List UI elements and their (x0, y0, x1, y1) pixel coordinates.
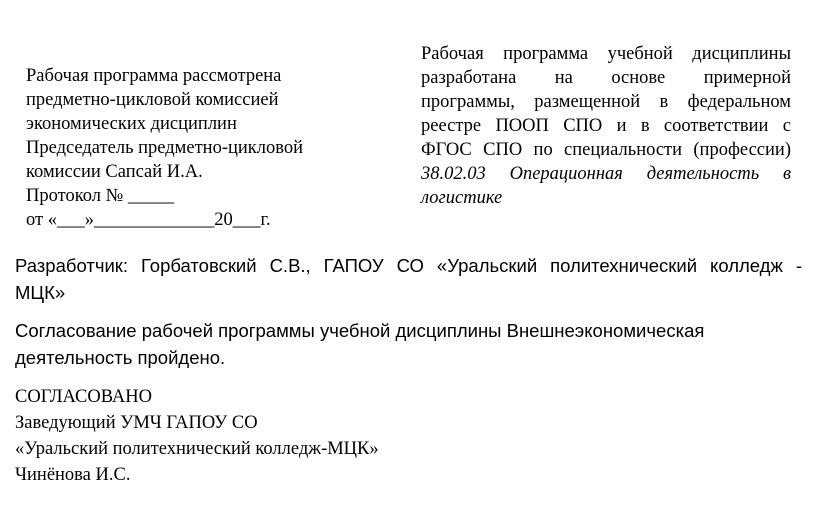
signatory-organization: «Уральский политехнический колледж-МЦК» (15, 439, 379, 459)
developer-line: Разработчик: Горбатовский С.В., ГАПОУ СО «Уральский политехнический колледж - (15, 255, 802, 276)
basis-line: реестре ПООП СПО и в соответствии с (421, 116, 791, 136)
program-basis-block (421, 42, 791, 210)
chairman-line: Председатель предметно-цикловой (26, 138, 304, 158)
approval-line: деятельность пройдено. (15, 347, 226, 368)
specialty-line: логистике (421, 188, 503, 208)
basis-line: ФГОС СПО по специальности (профессии) (421, 140, 791, 160)
signatory-position: Заведующий УМЧ ГАПОУ СО (15, 413, 258, 433)
basis-line: программы, размещенной в федеральном (421, 92, 791, 112)
specialty-line: 38.02.03 Операционная деятельность в (421, 164, 791, 184)
protocol-date-line: от «___»_____________20___г. (26, 210, 271, 230)
basis-line: разработана на основе примерной (421, 68, 791, 88)
signatory-name: Чинёнова И.С. (15, 465, 131, 485)
developer-line: МЦК» (15, 282, 66, 303)
developer-paragraph (15, 252, 802, 306)
review-line: предметно-цикловой комиссией (26, 90, 279, 110)
protocol-number-line: Протокол № _____ (26, 186, 175, 206)
approval-line: Согласование рабочей программы учебной дисциплины Внешнеэкономическая (15, 320, 705, 341)
agreed-heading: СОГЛАСОВАНО (15, 387, 152, 407)
signoff-block (15, 384, 615, 488)
approval-paragraph (15, 317, 802, 371)
review-line: Рабочая программа рассмотрена (26, 66, 282, 86)
review-line: экономических дисциплин (26, 114, 237, 134)
review-info-block (26, 64, 386, 232)
chairman-name-line: комиссии Сапсай И.А. (26, 162, 203, 182)
basis-line: Рабочая программа учебной дисциплины (421, 44, 791, 64)
